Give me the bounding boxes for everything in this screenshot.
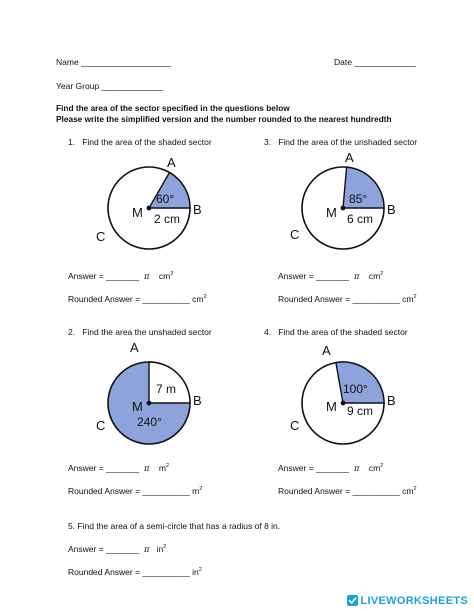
question-2-heading: 2. Find the area the unshaded sector [68, 327, 212, 337]
q2-rounded-line: Rounded Answer = __________ $m^2$ [68, 486, 203, 496]
q1-angle-label: 60° [156, 192, 175, 206]
q5-answer-line: Answer = _______ π $in^2$ [68, 544, 167, 555]
q4-label-b: B [387, 393, 396, 408]
name-label: Name ___________________ [56, 57, 171, 67]
q1-rounded-line: Rounded Answer = __________ $cm^2$ [68, 294, 207, 304]
question-5-heading: 5. Find the area of a semi-circle that has a radius of 8 in. [68, 521, 281, 531]
q1-label-c: C [96, 229, 106, 244]
q3-label-c: C [290, 227, 300, 242]
instruction-line-2: Please write the simplified version and the number rounded to the nearest hundredth [56, 114, 392, 124]
year-group-blank[interactable]: _____________ [101, 81, 164, 91]
q4-label-a: A [322, 343, 331, 358]
q1-label-b: B [193, 202, 202, 217]
q1-radius-label: 2 cm [154, 212, 181, 226]
q4-answer-line: Answer = _______ π $cm^2$ [278, 463, 384, 474]
date-blank[interactable]: _____________ [354, 57, 416, 67]
liveworksheets-icon [346, 594, 359, 607]
liveworksheets-brand-text: LIVEWORKSHEETS [360, 594, 468, 607]
q2-angle-label: 240° [137, 415, 162, 429]
q2-radius-label: 7 m [156, 382, 177, 396]
q2-label-b: B [193, 393, 202, 408]
q4-circle-diagram [302, 362, 384, 444]
q2-circle-diagram [108, 362, 190, 444]
q2-rounded-blank[interactable]: __________ [142, 486, 190, 496]
q3-label-b: B [387, 202, 396, 217]
q4-angle-label: 100° [343, 382, 368, 396]
question-3-heading: 3. Find the area of the unshaded sector [264, 137, 418, 147]
year-group-label: Year Group _____________ [56, 81, 164, 91]
q5-rounded-line: Rounded Answer = __________ $in^2$ [68, 567, 202, 577]
q4-answer-blank[interactable]: _______ [316, 463, 350, 473]
date-label: Date _____________ [334, 57, 416, 67]
q4-center-point [341, 401, 346, 406]
q1-center-point [147, 206, 152, 211]
q4-label-c: C [290, 418, 300, 433]
q3-center-point [341, 206, 346, 211]
q3-answer-blank[interactable]: _______ [316, 271, 350, 281]
name-blank[interactable]: ___________________ [81, 57, 171, 67]
q1-label-a: A [167, 155, 176, 170]
q3-angle-label: 85° [349, 192, 368, 206]
instruction-line-1: Find the area of the sector specified in the questions below [56, 103, 290, 113]
q2-label-a: A [130, 340, 139, 355]
q1-rounded-blank[interactable]: __________ [142, 294, 190, 304]
q4-radius-label: 9 cm [347, 404, 374, 418]
q3-label-a: A [345, 150, 354, 165]
q5-answer-blank[interactable]: _______ [106, 544, 140, 554]
q1-circle-diagram [108, 167, 190, 249]
q3-rounded-line: Rounded Answer = __________ $cm^2$ [278, 294, 417, 304]
question-4-heading: 4. Find the area of the shaded sector [264, 327, 408, 337]
q2-center-point [147, 401, 152, 406]
q3-label-m: M [326, 205, 337, 220]
question-1-heading: 1. Find the area of the shaded sector [68, 137, 212, 147]
q1-answer-line: Answer = _______ π $cm^2$ [68, 271, 174, 282]
q2-answer-blank[interactable]: _______ [106, 463, 140, 473]
q4-rounded-line: Rounded Answer = __________ $cm^2$ [278, 486, 417, 496]
q3-circle-diagram [302, 167, 384, 249]
q5-rounded-blank[interactable]: __________ [142, 567, 190, 577]
q1-label-m: M [132, 205, 143, 220]
q2-answer-line: Answer = _______ π $m^2$ [68, 463, 170, 474]
q3-answer-line: Answer = _______ π $cm^2$ [278, 271, 384, 282]
q1-answer-blank[interactable]: _______ [106, 271, 140, 281]
liveworksheets-logo[interactable] [346, 594, 469, 607]
q4-label-m: M [326, 399, 337, 414]
q3-radius-label: 6 cm [347, 212, 374, 226]
q4-rounded-blank[interactable]: __________ [352, 486, 400, 496]
q2-label-m: M [132, 399, 143, 414]
q2-label-c: C [96, 418, 106, 433]
q3-rounded-blank[interactable]: __________ [352, 294, 400, 304]
